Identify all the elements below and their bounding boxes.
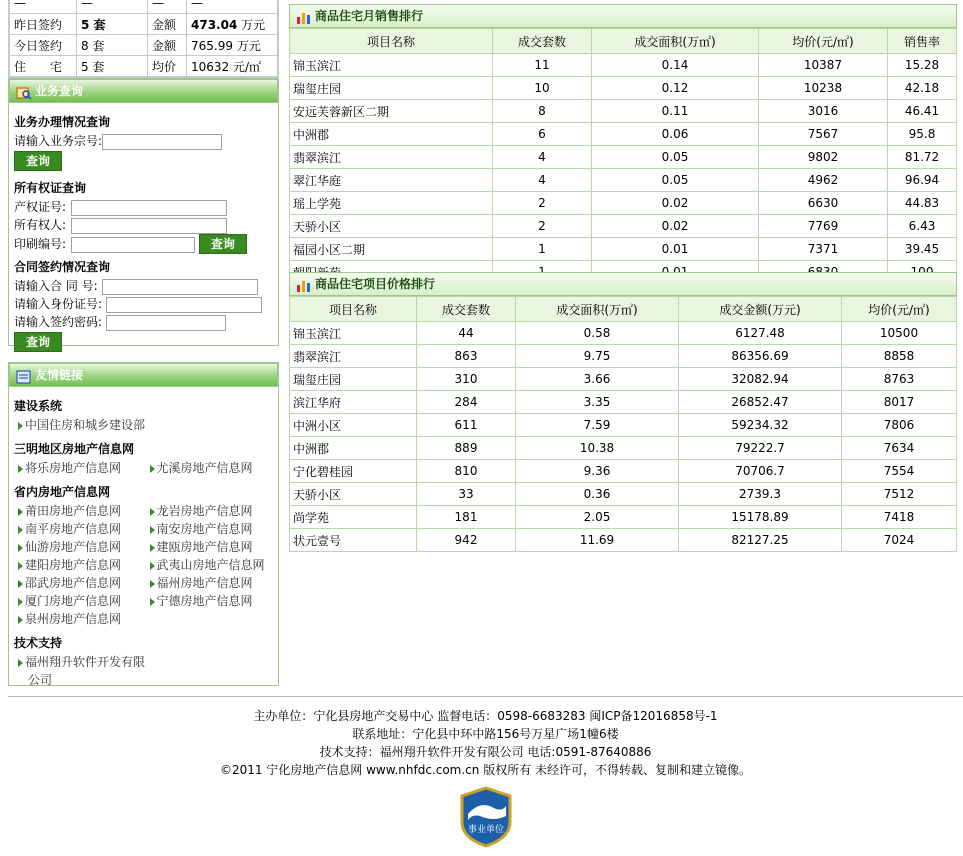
link-item[interactable]: 宁德房地产信息网 bbox=[144, 592, 276, 610]
table-cell: 70706.7 bbox=[679, 460, 842, 483]
arrow-right-icon bbox=[18, 598, 23, 606]
price-ranking-header bbox=[289, 272, 957, 296]
link-category: 技术支持 bbox=[14, 636, 63, 650]
table-cell: 26852.47 bbox=[679, 391, 842, 414]
arrow-right-icon bbox=[18, 544, 23, 552]
table-cell: 7769 bbox=[759, 215, 888, 238]
footer-copyright: ©2011 宁化房地产信息网 www.nhfdc.com.cn 版权所有 未经许可，不得转载、复制和建立镜像。 bbox=[219, 763, 752, 777]
link-item[interactable]: 将乐房地产信息网 bbox=[12, 459, 144, 477]
link-item[interactable]: 福州房地产信息网 bbox=[144, 574, 276, 592]
link-item[interactable]: 尤溪房地产信息网 bbox=[144, 459, 276, 477]
biz-no-label: 请输入业务宗号: bbox=[14, 134, 103, 148]
table-row bbox=[290, 368, 957, 391]
col-header: 销售率 bbox=[888, 29, 957, 54]
table-cell: 9.75 bbox=[516, 345, 679, 368]
sign-pwd-label: 请输入签约密码: bbox=[14, 315, 103, 329]
owner-input[interactable] bbox=[71, 218, 227, 234]
id-no-label: 请输入身份证号: bbox=[14, 297, 103, 311]
col-header: 成交面积(万㎡) bbox=[516, 297, 679, 322]
table-row bbox=[290, 437, 957, 460]
arrow-right-icon bbox=[18, 465, 23, 473]
table-cell: 95.8 bbox=[888, 123, 957, 146]
col-header: 成交套数 bbox=[417, 297, 516, 322]
link-category: 省内房地产信息网 bbox=[14, 485, 111, 499]
table-cell: 10.38 bbox=[516, 437, 679, 460]
table-cell: 942 bbox=[417, 529, 516, 552]
table-cell: 0.02 bbox=[592, 192, 759, 215]
svg-text:事业单位: 事业单位 bbox=[467, 825, 505, 835]
table-cell: 2 bbox=[493, 215, 592, 238]
contract-query-title: 合同签约情况查询 bbox=[14, 260, 111, 274]
table-cell: 810 bbox=[417, 460, 516, 483]
table-cell: 4962 bbox=[759, 169, 888, 192]
public-institution-badge[interactable] bbox=[460, 786, 512, 848]
table-cell: 42.18 bbox=[888, 77, 957, 100]
table-cell: 8 bbox=[493, 100, 592, 123]
table-cell: 0.05 bbox=[592, 146, 759, 169]
table-cell: 6127.48 bbox=[679, 322, 842, 345]
stats-mlabel: — bbox=[148, 0, 187, 14]
stats-label: 昨日签约 bbox=[10, 14, 77, 35]
project-name-link[interactable]: 中洲小区 bbox=[290, 414, 417, 437]
table-cell: 32082.94 bbox=[679, 368, 842, 391]
arrow-right-icon bbox=[18, 562, 23, 570]
project-name-link[interactable]: 滨江华府 bbox=[290, 391, 417, 414]
link-item[interactable]: 邵武房地产信息网 bbox=[12, 574, 144, 592]
stats-row bbox=[10, 35, 278, 56]
footer-address: 联系地址：宁化县中环中路156号万星广场1幢6楼 bbox=[352, 727, 619, 741]
table-cell: 611 bbox=[417, 414, 516, 437]
table-cell: 6 bbox=[493, 123, 592, 146]
link-item[interactable]: 南安房地产信息网 bbox=[144, 520, 276, 538]
table-cell: 11.69 bbox=[516, 529, 679, 552]
monthly-sales-panel bbox=[289, 4, 957, 284]
project-name-link[interactable]: 尚学苑 bbox=[290, 506, 417, 529]
project-name-link[interactable]: 安远芙蓉新区二期 bbox=[290, 100, 493, 123]
stats-label: 住 宅 bbox=[10, 56, 77, 77]
arrow-right-icon bbox=[18, 422, 23, 430]
link-category: 建设系统 bbox=[14, 399, 63, 413]
table-cell: 2.05 bbox=[516, 506, 679, 529]
link-category: 三明地区房地产信息网 bbox=[14, 442, 135, 456]
table-row bbox=[290, 391, 957, 414]
table-cell: 6.43 bbox=[888, 215, 957, 238]
cert-no-input[interactable] bbox=[71, 200, 227, 216]
ownership-query-button[interactable]: 查询 bbox=[199, 234, 247, 254]
table-cell: 44 bbox=[417, 322, 516, 345]
price-ranking-title: 商品住宅项目价格排行 bbox=[315, 277, 436, 291]
stats-label: — bbox=[10, 0, 77, 14]
stats-panel bbox=[8, 0, 279, 78]
table-cell: 0.11 bbox=[592, 100, 759, 123]
table-row bbox=[290, 414, 957, 437]
table-cell: 39.45 bbox=[888, 238, 957, 261]
col-header: 均价(元/㎡) bbox=[759, 29, 888, 54]
table-cell: 7418 bbox=[842, 506, 957, 529]
table-row bbox=[290, 345, 957, 368]
table-row bbox=[290, 506, 957, 529]
stats-count: — bbox=[77, 0, 148, 14]
stats-count: 8 套 bbox=[77, 35, 148, 56]
table-cell: 7371 bbox=[759, 238, 888, 261]
print-no-label: 印刷编号: bbox=[14, 237, 67, 251]
table-row bbox=[290, 54, 957, 77]
table-cell: 82127.25 bbox=[679, 529, 842, 552]
footer-support: 技术支持：福州翔升软件开发有限公司 电话:0591-87640886 bbox=[319, 745, 652, 759]
table-cell: 59234.32 bbox=[679, 414, 842, 437]
monthly-sales-title: 商品住宅月销售排行 bbox=[315, 9, 424, 23]
link-item-continued[interactable]: 公司 bbox=[28, 673, 53, 687]
link-item[interactable]: 中国住房和城乡建设部 bbox=[12, 416, 275, 434]
project-name-link[interactable]: 瑞玺庄园 bbox=[290, 77, 493, 100]
col-header: 项目名称 bbox=[290, 297, 417, 322]
magnifier-icon bbox=[16, 85, 32, 99]
table-cell: 0.05 bbox=[592, 169, 759, 192]
arrow-right-icon bbox=[150, 544, 155, 552]
table-row bbox=[290, 100, 957, 123]
table-row bbox=[290, 529, 957, 552]
project-name-link[interactable]: 锦玉滨江 bbox=[290, 54, 493, 77]
footer bbox=[8, 696, 963, 779]
stats-count: 5 套 bbox=[77, 56, 148, 77]
table-cell: 15178.89 bbox=[679, 506, 842, 529]
contract-no-label: 请输入合 同 号: bbox=[14, 279, 98, 293]
business-query-header bbox=[9, 79, 278, 103]
sign-pwd-input[interactable] bbox=[106, 315, 226, 331]
friend-links-title: 友情链接 bbox=[35, 368, 84, 382]
link-item[interactable]: 建阳房地产信息网 bbox=[12, 556, 144, 574]
arrow-right-icon bbox=[150, 526, 155, 534]
monthly-sales-table bbox=[289, 28, 957, 284]
table-cell: 15.28 bbox=[888, 54, 957, 77]
table-cell: 310 bbox=[417, 368, 516, 391]
table-row bbox=[290, 192, 957, 215]
link-item[interactable]: 南平房地产信息网 bbox=[12, 520, 144, 538]
link-item[interactable]: 仙游房地产信息网 bbox=[12, 538, 144, 556]
link-item[interactable]: 莆田房地产信息网 bbox=[12, 502, 144, 520]
project-name-link[interactable]: 中洲郡 bbox=[290, 123, 493, 146]
table-row bbox=[290, 483, 957, 506]
col-header: 成交金额(万元) bbox=[679, 297, 842, 322]
table-cell: 863 bbox=[417, 345, 516, 368]
col-header: 成交面积(万㎡) bbox=[592, 29, 759, 54]
bar-chart-icon bbox=[296, 278, 312, 292]
project-name-link[interactable]: 瑶上学苑 bbox=[290, 192, 493, 215]
link-item[interactable]: 龙岩房地产信息网 bbox=[144, 502, 276, 520]
project-name-link[interactable]: 状元壹号 bbox=[290, 529, 417, 552]
col-header: 均价(元/㎡) bbox=[842, 297, 957, 322]
project-name-link[interactable]: 中洲郡 bbox=[290, 437, 417, 460]
owner-label: 所有权人: bbox=[14, 218, 67, 232]
contract-no-input[interactable] bbox=[102, 279, 258, 295]
table-cell: 44.83 bbox=[888, 192, 957, 215]
arrow-right-icon bbox=[18, 616, 23, 624]
stats-row bbox=[10, 56, 278, 77]
table-cell: 3016 bbox=[759, 100, 888, 123]
contract-query-button[interactable]: 查询 bbox=[14, 332, 62, 352]
stats-mlabel: 金额 bbox=[148, 14, 187, 35]
link-item[interactable]: 武夷山房地产信息网 bbox=[144, 556, 276, 574]
price-ranking-panel bbox=[289, 272, 957, 552]
table-cell: 46.41 bbox=[888, 100, 957, 123]
stats-row bbox=[10, 14, 278, 35]
table-cell: 0.14 bbox=[592, 54, 759, 77]
table-cell: 7567 bbox=[759, 123, 888, 146]
table-cell: 9802 bbox=[759, 146, 888, 169]
table-cell: 3.66 bbox=[516, 368, 679, 391]
table-cell: 10238 bbox=[759, 77, 888, 100]
footer-sponsor: 主办单位：宁化县房地产交易中心 监督电话：0598-6683283 闽ICP备12016858号-1 bbox=[253, 709, 718, 723]
table-row bbox=[290, 146, 957, 169]
table-row bbox=[290, 460, 957, 483]
table-row bbox=[290, 169, 957, 192]
stats-mval: 10632 元/㎡ bbox=[187, 56, 278, 77]
table-cell: 6630 bbox=[759, 192, 888, 215]
stats-mlabel: 均价 bbox=[148, 56, 187, 77]
table-cell: 8017 bbox=[842, 391, 957, 414]
table-cell: 181 bbox=[417, 506, 516, 529]
table-row bbox=[290, 238, 957, 261]
links-icon bbox=[16, 369, 32, 383]
project-name-link[interactable]: 锦玉滨江 bbox=[290, 322, 417, 345]
arrow-right-icon bbox=[18, 508, 23, 516]
arrow-right-icon bbox=[150, 465, 155, 473]
bar-chart-icon bbox=[296, 10, 312, 24]
biz-query-title: 业务办理情况查询 bbox=[14, 115, 111, 129]
table-row bbox=[290, 123, 957, 146]
table-cell: 9.36 bbox=[516, 460, 679, 483]
table-cell: 2 bbox=[493, 192, 592, 215]
link-item[interactable]: 泉州房地产信息网 bbox=[12, 610, 275, 628]
table-cell: 7554 bbox=[842, 460, 957, 483]
link-item[interactable]: 建瓯房地产信息网 bbox=[144, 538, 276, 556]
table-cell: 0.01 bbox=[592, 238, 759, 261]
table-cell: 0.06 bbox=[592, 123, 759, 146]
id-no-input[interactable] bbox=[106, 297, 262, 313]
arrow-right-icon bbox=[150, 562, 155, 570]
table-cell: 8858 bbox=[842, 345, 957, 368]
project-name-link[interactable]: 瑞玺庄园 bbox=[290, 368, 417, 391]
table-cell: 8763 bbox=[842, 368, 957, 391]
friend-links-panel bbox=[8, 362, 279, 686]
table-cell: 0.58 bbox=[516, 322, 679, 345]
monthly-sales-header bbox=[289, 4, 957, 28]
table-cell: 889 bbox=[417, 437, 516, 460]
stats-mval: 473.04 万元 bbox=[187, 14, 278, 35]
table-cell: 1 bbox=[493, 238, 592, 261]
biz-query-button[interactable]: 查询 bbox=[14, 151, 62, 171]
print-no-input[interactable] bbox=[71, 237, 195, 253]
stats-label: 今日签约 bbox=[10, 35, 77, 56]
project-name-link[interactable]: 翡翠滨江 bbox=[290, 345, 417, 368]
arrow-right-icon bbox=[18, 526, 23, 534]
stats-mval: — bbox=[187, 0, 278, 14]
arrow-right-icon bbox=[18, 659, 23, 667]
table-cell: 11 bbox=[493, 54, 592, 77]
table-cell: 4 bbox=[493, 146, 592, 169]
table-cell: 33 bbox=[417, 483, 516, 506]
table-row bbox=[290, 215, 957, 238]
arrow-right-icon bbox=[150, 508, 155, 516]
business-query-panel bbox=[8, 78, 279, 349]
arrow-right-icon bbox=[150, 580, 155, 588]
table-cell: 0.12 bbox=[592, 77, 759, 100]
stats-mlabel: 金额 bbox=[148, 35, 187, 56]
project-name-link[interactable]: 翠江华庭 bbox=[290, 169, 493, 192]
project-name-link[interactable]: 天骄小区 bbox=[290, 483, 417, 506]
stats-mval: 765.99 万元 bbox=[187, 35, 278, 56]
table-cell: 0.36 bbox=[516, 483, 679, 506]
project-name-link[interactable]: 翡翠滨江 bbox=[290, 146, 493, 169]
col-header: 成交套数 bbox=[493, 29, 592, 54]
table-cell: 7.59 bbox=[516, 414, 679, 437]
cert-no-label: 产权证号: bbox=[14, 200, 67, 214]
table-row bbox=[290, 77, 957, 100]
table-cell: 81.72 bbox=[888, 146, 957, 169]
biz-no-input[interactable] bbox=[102, 134, 222, 150]
link-item[interactable]: 福州翔升软件开发有限 bbox=[12, 653, 275, 671]
project-name-link[interactable]: 宁化碧桂园 bbox=[290, 460, 417, 483]
table-cell: 7512 bbox=[842, 483, 957, 506]
table-cell: 86356.69 bbox=[679, 345, 842, 368]
arrow-right-icon bbox=[18, 580, 23, 588]
stats-row bbox=[10, 0, 278, 14]
price-ranking-table bbox=[289, 296, 957, 552]
table-row bbox=[290, 322, 957, 345]
table-cell: 284 bbox=[417, 391, 516, 414]
business-query-title: 业务查询 bbox=[35, 84, 84, 98]
table-cell: 7806 bbox=[842, 414, 957, 437]
arrow-right-icon bbox=[150, 598, 155, 606]
link-item[interactable]: 厦门房地产信息网 bbox=[12, 592, 144, 610]
table-cell: 7634 bbox=[842, 437, 957, 460]
table-cell: 10387 bbox=[759, 54, 888, 77]
table-cell: 4 bbox=[493, 169, 592, 192]
table-cell: 0.02 bbox=[592, 215, 759, 238]
table-cell: 10500 bbox=[842, 322, 957, 345]
col-header: 项目名称 bbox=[290, 29, 493, 54]
friend-links-header bbox=[9, 363, 278, 387]
table-cell: 10 bbox=[493, 77, 592, 100]
table-cell: 96.94 bbox=[888, 169, 957, 192]
table-cell: 2739.3 bbox=[679, 483, 842, 506]
project-name-link[interactable]: 天骄小区 bbox=[290, 215, 493, 238]
table-cell: 79222.7 bbox=[679, 437, 842, 460]
table-cell: 7024 bbox=[842, 529, 957, 552]
ownership-query-title: 所有权证查询 bbox=[14, 181, 87, 195]
stats-count: 5 套 bbox=[77, 14, 148, 35]
project-name-link[interactable]: 福园小区二期 bbox=[290, 238, 493, 261]
table-cell: 3.35 bbox=[516, 391, 679, 414]
